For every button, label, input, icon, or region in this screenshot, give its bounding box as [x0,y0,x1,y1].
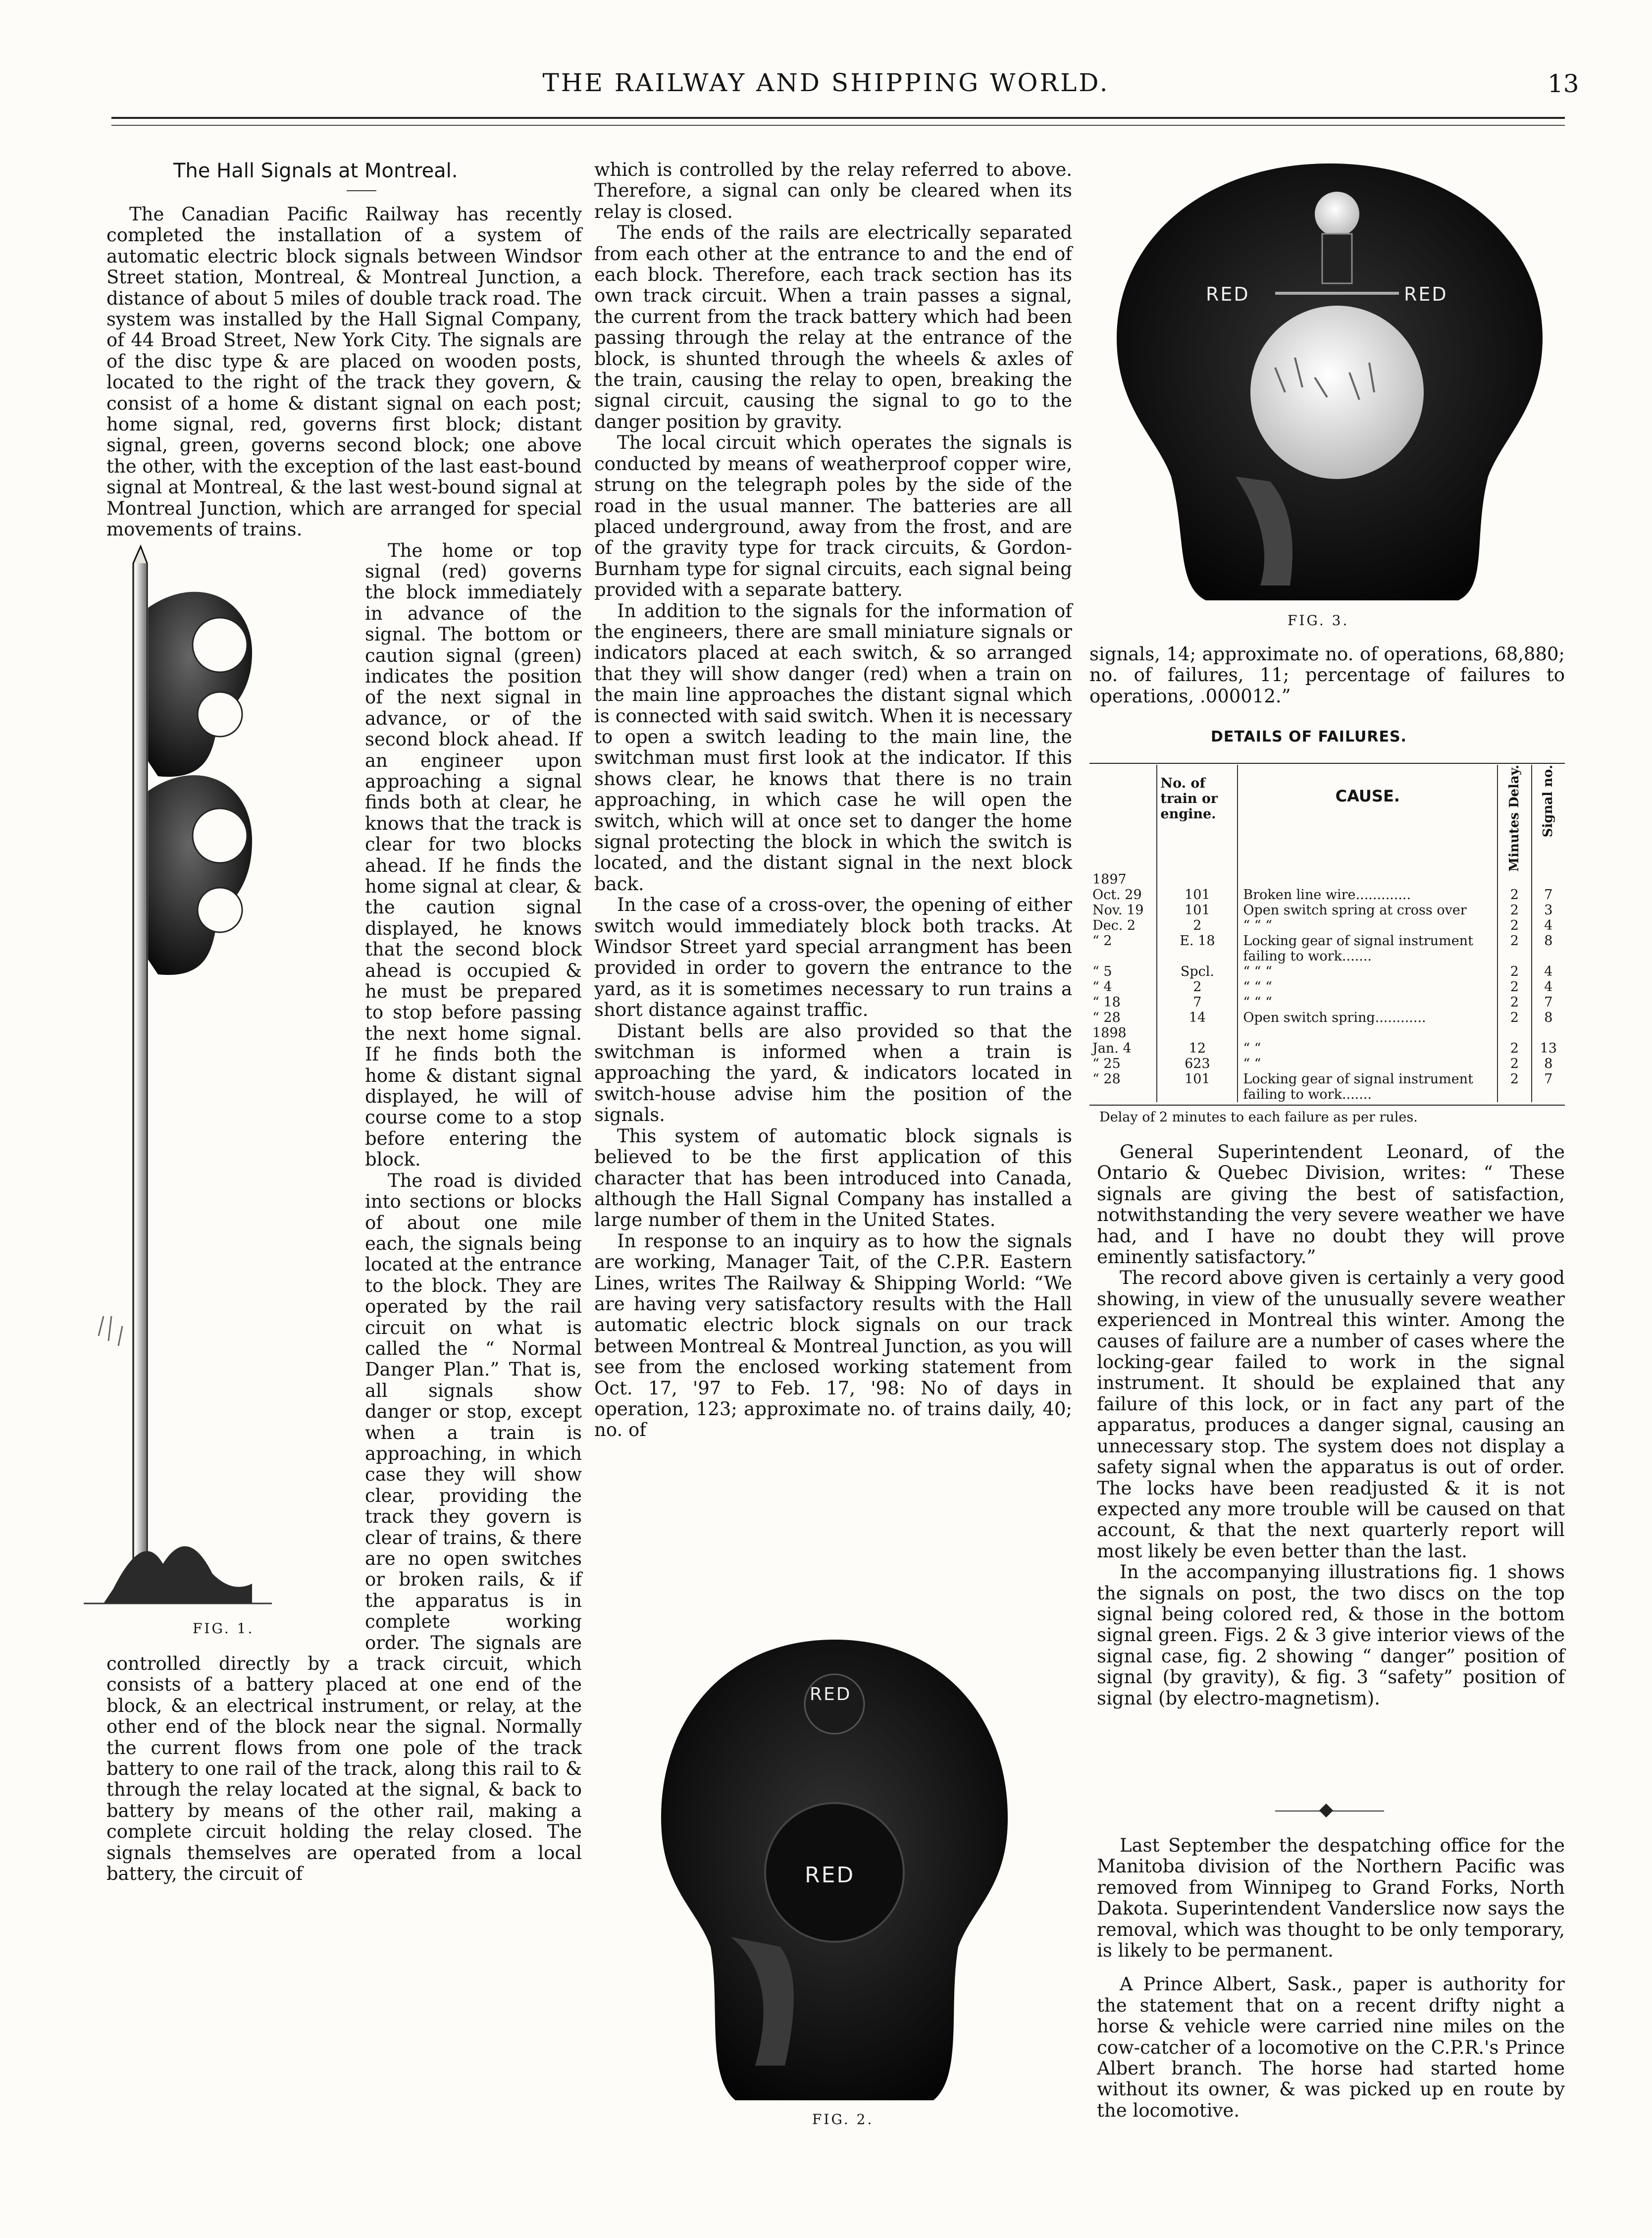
table-cell: “ “ “ [1238,964,1497,979]
table-cell: 14 [1157,1010,1238,1025]
table-cell: “ “ “ [1238,979,1497,995]
vertical-header: Minutes Delay. [1506,765,1522,872]
column-2 [594,160,1072,1626]
table-row [1089,1071,1565,1102]
table-cell: 101 [1157,887,1238,903]
table-cell: 2 [1497,1056,1531,1071]
distant-signal-disc [148,775,252,975]
table-row [1089,872,1565,887]
table-cell: “ 18 [1089,995,1157,1010]
news-items [1097,1835,1565,2121]
header-rule-thin [111,125,1565,126]
grass-base [84,1316,272,1603]
table-cell: 12 [1157,1041,1238,1056]
table-cell: 7 [1544,994,1553,1010]
running-header: THE RAILWAY AND SHIPPING WORLD. [542,68,1110,97]
table-cell: 7 [1157,995,1238,1010]
fig1-float [84,543,361,1648]
table-row [1089,918,1565,933]
fig3-label-right: RED [1404,283,1448,305]
table-row [1089,887,1565,903]
news-paragraph: A Prince Albert, Sask., paper is authority for the statement that on a recent drifty night a horse & vehicle were carried nine miles on the cow-catcher of a locomotive on the C.P.R.'s Prince Albert branch. The horse had started home without its owner, & was picked up en route by the locomotive. [1097,1973,1565,2121]
header-rule [111,117,1565,119]
table-cell: Nov. 19 [1089,903,1157,918]
table-cell: 8 [1544,1010,1553,1025]
table-row [1089,903,1565,918]
paragraph: In the case of a cross-over, the opening of either switch would immediately block both tracks. At Windsor Street yard special arrangment has been provided in order to govern the entrance to the yard, as it is sometimes necessary to run trains a short distance against traffic. [594,894,1072,1021]
table-cell: Dec. 2 [1089,918,1157,933]
table-cell: “ 4 [1089,979,1157,995]
table-cell: Oct. 29 [1089,887,1157,903]
table-cell: 1897 [1089,872,1157,887]
table-cell: 2 [1497,918,1531,933]
table-cell: 2 [1497,979,1531,995]
table-row [1089,964,1565,979]
table-cell: 7 [1544,1071,1553,1087]
paragraph: This system of automatic block signals is believed to be the first application of this character that has been introduced into Canada, although the Hall Signal Company has installed a large number of them in the United States. [594,1125,1072,1231]
paragraph: In response to an inquiry as to how the signals are working, Manager Tait, of the C.P.R. Eastern Lines, writes The Railway & Shipping World: “We are having very satisfactory results with the Hall automatic electric block signals on our track between Montreal & Montreal Junction, as you will see from the enclosed working statement from Oct. 17, '97 to Feb. 17, '98: No of days in operation, 123; approximate no. of trains daily, 40; no. of [594,1230,1072,1441]
paragraph: In addition to the signals for the information of the engineers, there are small miniature signals or indicators placed at each switch, & so arranged that they will show danger (red) when a train on the main line approaches the distant signal which is connected with said switch. When it is necessary to open a switch leading to the main line, the switchman must first look at the indicator. If this shows clear, he knows that there is no train approaching, in which case he will open the switch, which will at once set to danger the home signal protecting the block in which the switch is located, and the distant signal in the next block back. [594,600,1072,895]
table-cell: “ 25 [1089,1056,1157,1071]
news-paragraph: Last September the despatching office for the Manitoba division of the Northern Pacific was removed from Winnipeg to Grand Forks, North Dakota. Superintendent Vanderslice now says the removal, which was thought to be only temporary, is likely to be permanent. [1097,1835,1565,1962]
table-row [1089,979,1565,995]
table-cell: Open switch spring at cross over [1238,903,1497,918]
paragraph: The record above given is certainly a very good showing, in view of the unusually severe weather experienced in Montreal this winter. Among the causes of failure are a number of cases where the locking-gear failed to work in the signal instrument. It should be explained that any failure of this lock, or in fact any part of the apparatus, produces a danger signal, causing an unnecessary stop. The system does not display a safety signal when the apparatus is out of order. The locks have been readjusted & it is not expected any more trouble will be caused on that account, & that the next quarterly report will most likely be even better than the last. [1097,1267,1565,1562]
table-row [1089,1041,1565,1056]
table-cell: 13 [1540,1040,1557,1056]
table-cell [1532,1025,1565,1041]
table-header-cell: CAUSE. [1238,765,1497,872]
paragraph: The Canadian Pacific Railway has recently completed the installation of a system of automatic electric block signals between Windsor Street station, Montreal, & Montreal Junction, a distance of about 5 miles of double track road. The system was installed by the Hall Signal Company, of 44 Broad Street, New York City. The signals are of the disc type & are placed on wooden posts, located to the right of the track they govern, & consist of a home & distant signal on each post; home signal, red, governs first block; distant signal, green, governs second block; one above the other, with the exception of the last east-bound signal at Montreal, & the last west-bound signal at Montreal Junction, which are arranged for special movements of trains. [106,204,582,540]
table-cell [1157,872,1238,887]
failures-table-title: DETAILS OF FAILURES. [1211,728,1407,746]
table-note: Delay of 2 minutes to each failure as per rules. [1099,1110,1418,1125]
table-cell: 7 [1544,887,1553,903]
fig3-caption: FIG. 3. [1288,612,1349,629]
fig3-label-left: RED [1206,283,1250,305]
fig2-label-top: RED [810,1684,852,1705]
table-cell: 2 [1157,979,1238,995]
table-cell: 2 [1157,918,1238,933]
fig2-photo [656,1630,1013,2105]
table-cell: E. 18 [1157,933,1238,964]
table-cell [1497,1025,1531,1041]
table-cell: 2 [1497,903,1531,918]
table-row [1089,1056,1565,1071]
table-cell: 2 [1497,887,1531,903]
table-cell: “ 28 [1089,1071,1157,1102]
column-3-body [1097,1141,1565,1709]
paragraph: The road is divided into sections or blocks of about one mile each, the signals being located at the entrance to the block. They are operated by the rail circuit on what is called the “ Normal Danger Plan.” That is, all signals show danger or stop, except when a train is approaching, in which case they will show clear, providing the track they govern is clear of trains, & there are no open switches or broken rails, & if the apparatus is in complete working order. The signals are controlled directly by a track circuit, which consists of a battery placed at one end of the block, & an electrical instrument, or relay, at the other end of the block near the signal. Normally the current flows from one pole of the track battery to one rail of the track, along this rail to & through the relay located at the signal, & back to battery by means of the other rail, making a complete circuit holding the relay closed. The signals themselves are operated from a local battery, the circuit of [106,1170,582,1885]
table-rule-bottom [1089,1105,1565,1106]
table-header-cell [1532,765,1565,872]
table-cell: Spcl. [1157,964,1238,979]
table-cell: “ “ “ [1238,995,1497,1010]
paragraph: The ends of the rails are electrically separated from each other at the entrance to and the end of each block. Therefore, each track section has its own track circuit. When a train passes a signal, the current from the track battery which had been passing through the relay at the entrance of the block, is shunted through the wheels & axles of the train, causing the relay to open, breaking the signal circuit, causing the signal to go to the danger position by gravity. [594,222,1072,432]
table-cell: 3 [1544,902,1553,918]
table-cell: 2 [1497,964,1531,979]
table-row [1089,933,1565,964]
table-cell [1497,872,1531,887]
table-cell [1238,1025,1497,1041]
table-cell: 101 [1157,1071,1238,1102]
table-cell: 2 [1497,1071,1531,1102]
table-cell: 2 [1497,1010,1531,1025]
table-cell: 101 [1157,903,1238,918]
table-cell: 4 [1544,963,1553,979]
signal-case-safety-illustration [1112,160,1548,605]
article-title: The Hall Signals at Montreal. [173,160,458,182]
table-cell [1532,872,1565,887]
title-dash [347,190,376,191]
table-rule [1089,763,1565,764]
paragraph: which is controlled by the relay referred to above. Therefore, a signal can only be cleared when its relay is closed. [594,159,1072,222]
fig2-caption: FIG. 2. [812,2111,874,2128]
column-3-continued [1097,1518,1565,1815]
table-cell: 2 [1497,995,1531,1010]
table-cell: 8 [1544,933,1553,949]
paragraph: General Superintendent Leonard, of the Ontario & Quebec Division, writes: “ These signals are giving the best of satisfaction, notwithstanding the very severe weather we have had, and I have no doubt they will prove eminently satisfactory.” [1097,1141,1565,1268]
table-cell: Broken line wire............. [1238,887,1497,903]
paragraph: signals, 14; approximate no. of operations, 68,880; no. of failures, 11; percentage of failures to operations, .000012.” [1089,643,1565,707]
table-header-cell [1089,765,1157,872]
vertical-header: Signal no. [1541,765,1556,838]
paragraph: In the accompanying illustrations fig. 1 shows the signals on post, the two discs on the top signal being colored red, & those in the bottom signal green. Figs. 2 & 3 give interior views of the signal case, fig. 2 showing “ danger” position of signal (by gravity), & fig. 3 “safety” position of signal (by electro-magnetism). [1097,1561,1565,1709]
table-row [1089,1025,1565,1041]
table-cell: “ “ [1238,1041,1497,1056]
table-row [1089,995,1565,1010]
table-row [1089,1010,1565,1025]
table-cell: Locking gear of signal instrument failing to work....... [1238,1071,1497,1102]
paragraph: Distant bells are also provided so that the switchman is informed when a train is approaching the yard, & indicators located in switch-house advise him the position of the signals. [594,1020,1072,1126]
table-cell: Jan. 4 [1089,1041,1157,1056]
table-header-cell [1497,765,1531,872]
failures-table [1089,765,1565,1102]
table-cell: 4 [1544,979,1553,995]
fig3-photo [1112,160,1548,605]
fig1-caption: FIG. 1. [193,1620,255,1637]
paragraph: The local circuit which operates the signals is conducted by means of weatherproof copper wire, strung on the telegraph poles by the side of the road in the usual manner. The batteries are all placed underground, away from the frost, and are of the gravity type for track circuits, & Gordon-Burnham type for signal circuits, each signal being provided with a separate battery. [594,432,1072,601]
table-cell: 8 [1544,1056,1553,1071]
page-number: 13 [1548,69,1579,98]
table-cell: 2 [1497,1041,1531,1056]
fig2-label-center: RED [805,1863,855,1888]
home-signal-disc [148,591,252,776]
table-cell [1238,872,1497,887]
signal-post-illustration [84,543,361,1648]
table-cell: “ 2 [1089,933,1157,964]
table-cell: 1898 [1089,1025,1157,1041]
table-cell: Open switch spring............ [1238,1010,1497,1025]
table-header-row [1089,765,1565,872]
table-cell: 2 [1497,933,1531,964]
table-cell: “ 5 [1089,964,1157,979]
table-cell [1157,1025,1238,1041]
table-cell: “ “ [1238,1056,1497,1071]
table-cell: Locking gear of signal instrument failing to work....... [1238,933,1497,964]
table-cell: “ “ “ [1238,918,1497,933]
column-1 [106,204,582,2121]
table-cell: 623 [1157,1056,1238,1071]
table-cell: 4 [1544,917,1553,933]
table-cell: “ 28 [1089,1010,1157,1025]
table-header-cell: No. of train or engine. [1157,765,1238,872]
paragraph: The home or top signal (red) governs the block immediately in advance of the signal. The bottom or caution signal (green) indicates the position of the next signal in advance, or of the second block ahead. If an engineer upon approaching a signal finds both at clear, he knows that the track is clear for two blocks ahead. If he finds the home signal at clear, & the caution signal displayed, he knows that the second block ahead is occupied & he must be prepared to stop before passing the next home signal. If he finds both the home & distant signal displayed, he will of course come to a stop before entering the block. [365,539,582,1171]
column-3-top [1089,644,1565,707]
